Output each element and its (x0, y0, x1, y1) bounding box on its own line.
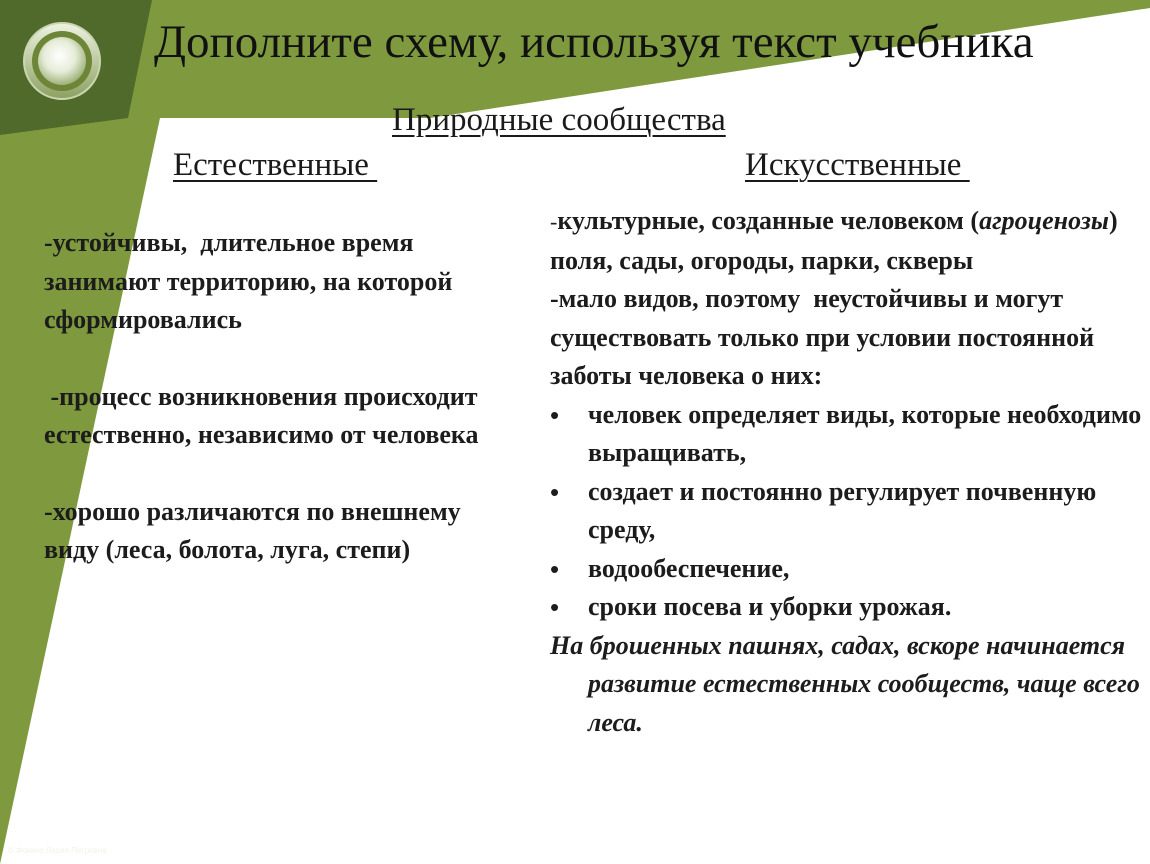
bullet-item (550, 588, 1145, 627)
bullet-text: создает и постоянно регулирует почвенную среду, (588, 476, 1097, 544)
bullet-icon: • (550, 476, 560, 507)
natural-point-stability: -устойчивы, длительное время занимают территорию, на которой сформировались (44, 228, 459, 334)
artificial-point-few-species: -мало видов, поэтому неустойчивы и могут существовать только при условии постоянной заботы человека о них: (550, 284, 1101, 390)
abandoned-fields-note: На брошенных пашнях, садах, вскоре начинается развитие естественных сообществ, чаще всего леса. (550, 630, 1140, 737)
bullet-icon: • (550, 592, 560, 622)
bullet-text: сроки посева и уборки урожая. (588, 592, 952, 621)
bullet-item (550, 396, 1145, 473)
heading-artificial: Искусственные (745, 147, 970, 183)
heading-natural: Естественные (173, 147, 378, 183)
natural-column (44, 224, 514, 570)
cultural-text-a: культурные, созданные человеком ( (557, 206, 980, 235)
decorative-orb-icon (38, 37, 86, 85)
artificial-column (550, 202, 1145, 742)
bullet-icon: • (550, 399, 560, 430)
natural-point-origin: -процесс возникновения происходит естественно, независимо от человека (44, 381, 484, 449)
heading-natural-communities: Природные сообщества (392, 102, 726, 138)
dash-mark: - (550, 209, 558, 234)
artificial-point-cultural (550, 202, 1145, 280)
bullet-text: человек определяет виды, которые необходимо выращивать, (588, 399, 1142, 467)
cultural-text-b: ) поля, сады, огороды, парки, скверы (550, 206, 1125, 275)
bullet-item (550, 473, 1145, 550)
bullet-text: водообеспечение, (588, 553, 790, 583)
author-credit: © Фокина Лидия Петровна (8, 846, 107, 855)
bullet-icon: • (550, 553, 560, 584)
bullet-item (550, 550, 1145, 589)
slide-title: Дополните схему, используя текст учебника (154, 16, 1034, 68)
natural-point-appearance: -хорошо различаются по внешнему виду (леса, болота, луга, степи) (44, 496, 468, 564)
agrocenoses-term: агроценозы (979, 206, 1109, 235)
